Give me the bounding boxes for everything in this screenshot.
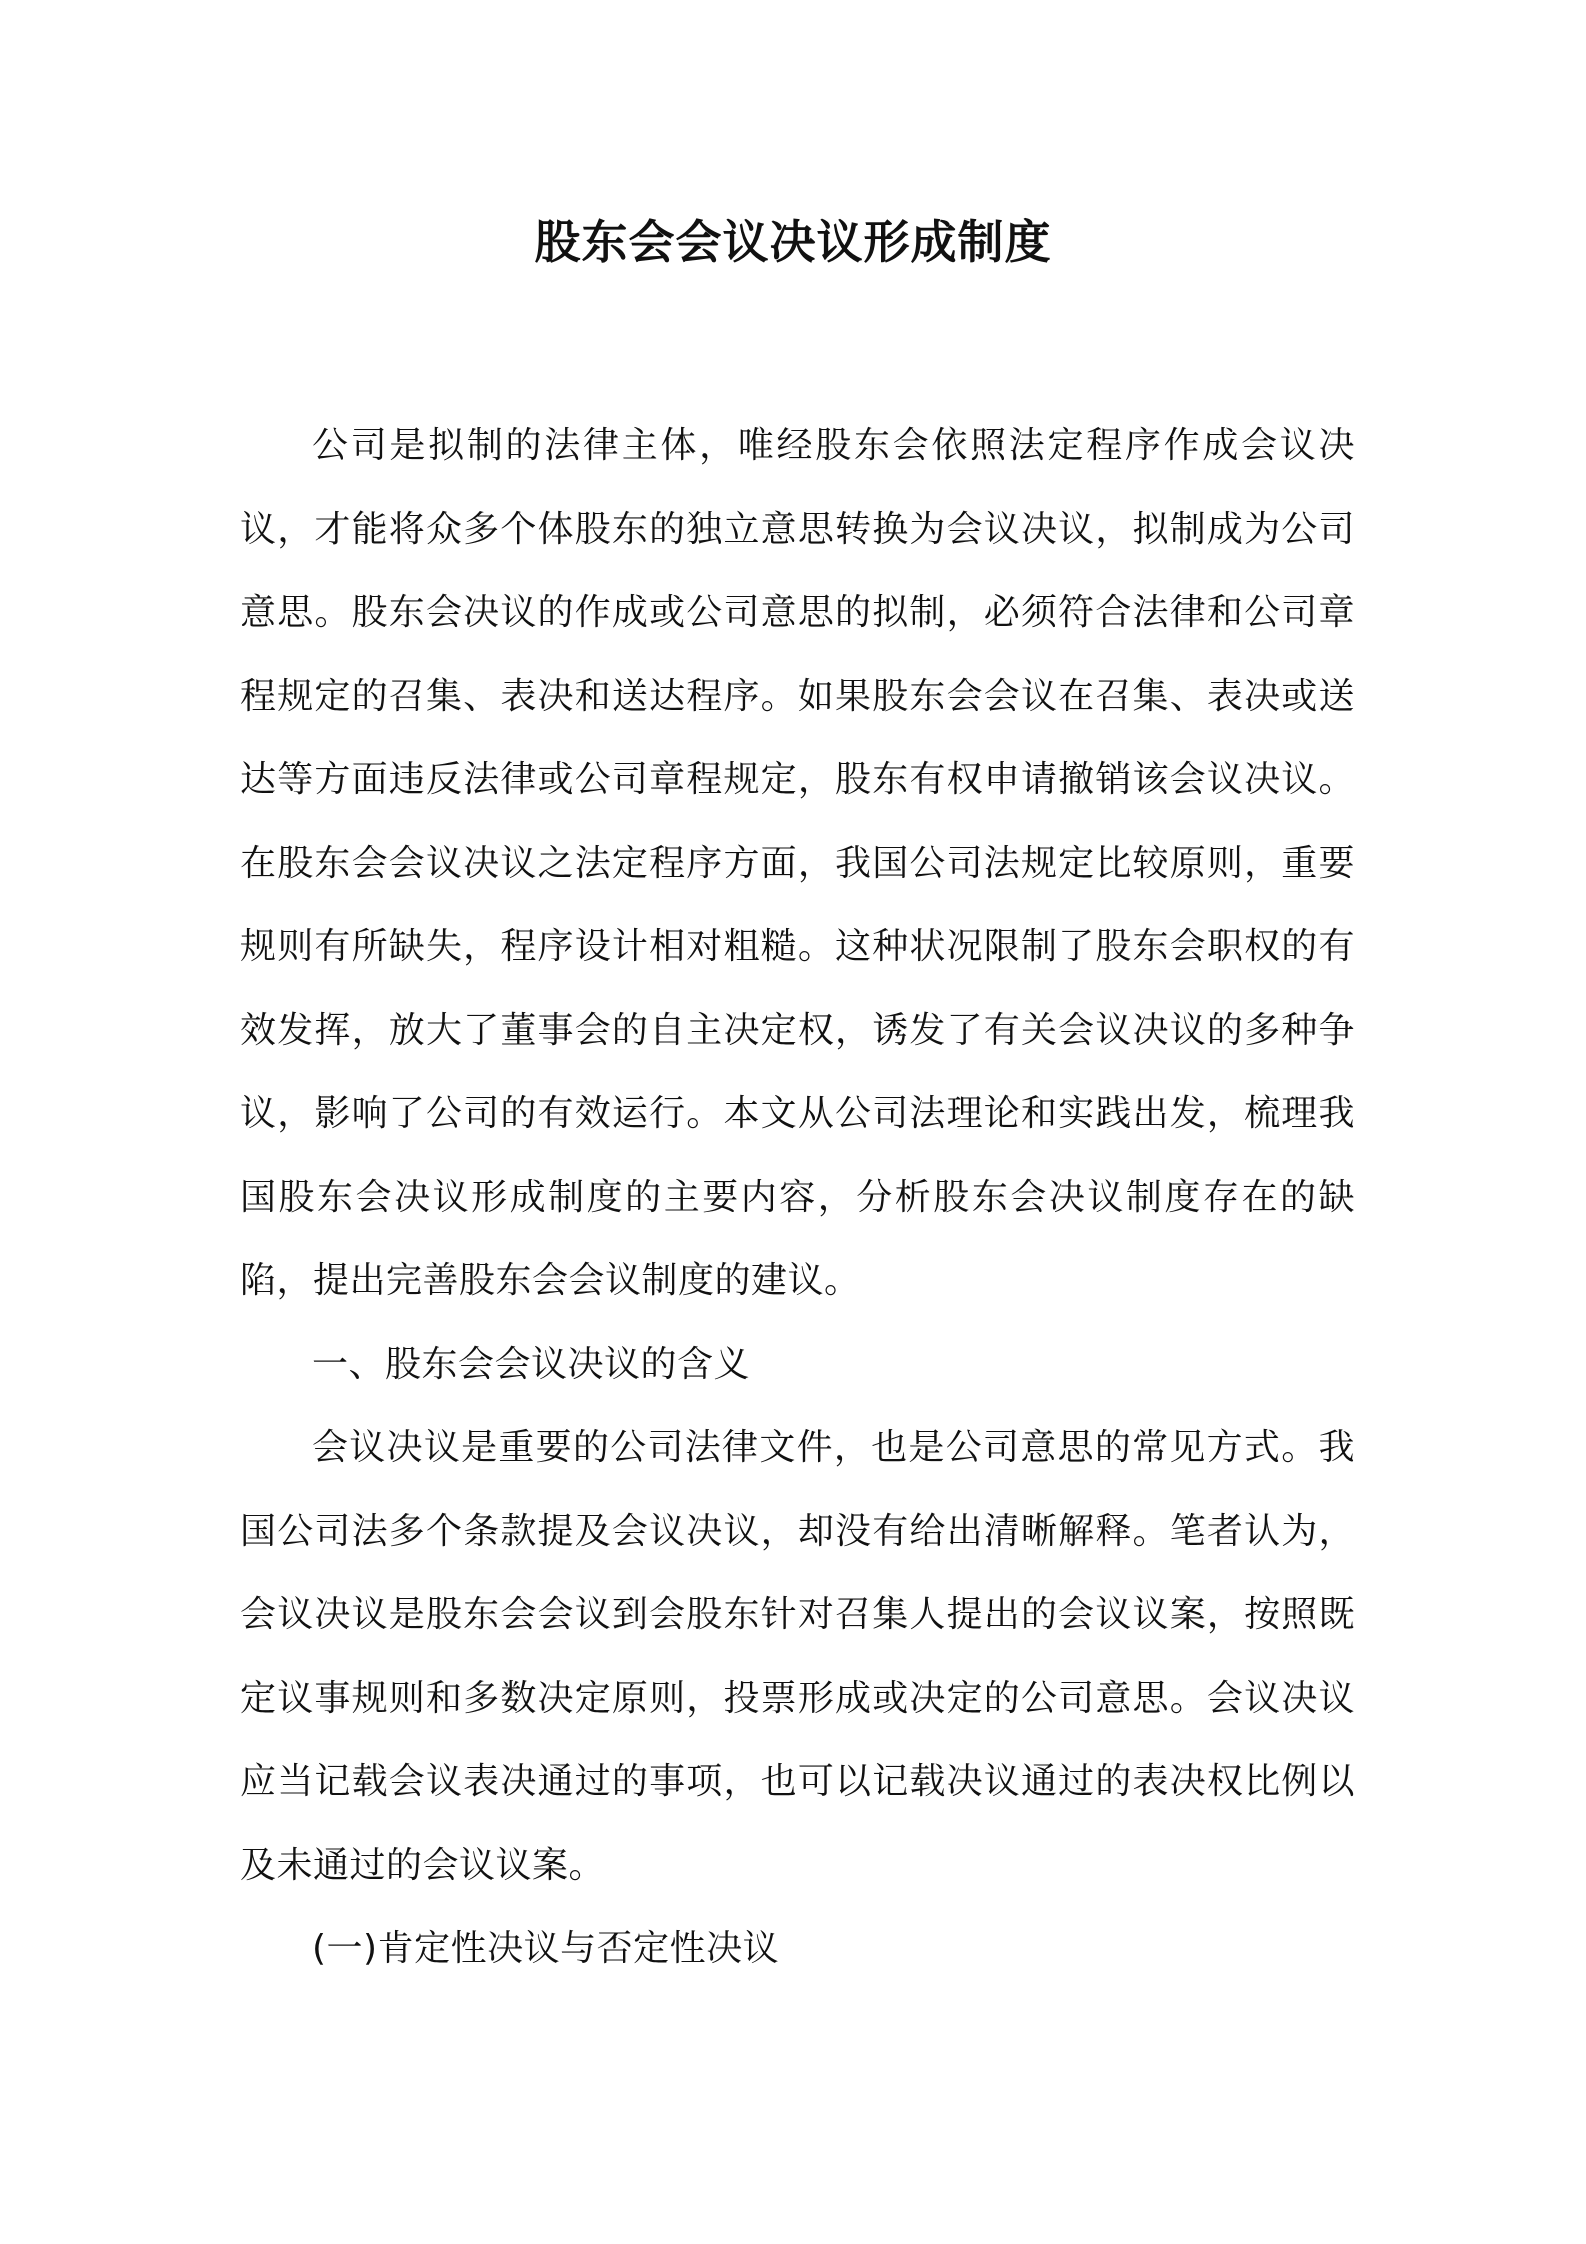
document-title: 股东会会议决议形成制度 (534, 215, 1052, 269)
section-heading: 一、股东会会议决议的含义 (312, 1343, 751, 1385)
section-paragraph: 会议决议是重要的公司法律文件，也是公司意思的常见方式。我国公司法多个条款提及会议决议，却没有给出清晰解释。笔者认为，会议决议是股东会会议到会股东针对召集人提出的会议议案，按照既定议事规则和多数决定原则，投票形成或决定的公司意思。会议决议应当记载会议表决通过的事项，也可以记载决议通过的表决权比例以及未通过的会议议案。 (240, 1427, 1355, 1886)
document-body (240, 404, 1355, 1991)
subsection-heading: (一)肯定性决议与否定性决议 (312, 1928, 780, 1969)
intro-paragraph: 公司是拟制的法律主体，唯经股东会依照法定程序作成会议决议，才能将众多个体股东的独立意思转换为会议决议，拟制成为公司意思。股东会决议的作成或公司意思的拟制，必须符合法律和公司章程规定的召集、表决和送达程序。如果股东会会议在召集、表决或送达等方面违反法律或公司章程规定，股东有权申请撤销该会议决议。在股东会会议决议之法定程序方面，我国公司法规定比较原则，重要规则有所缺失，程序设计相对粗糙。这种状况限制了股东会职权的有效发挥，放大了董事会的自主决定权，诱发了有关会议决议的多种争议，影响了公司的有效运行。本文从公司法理论和实践出发，梳理我国股东会决议形成制度的主要内容，分析股东会决议制度存在的缺陷，提出完善股东会会议制度的建议。 (240, 425, 1355, 1301)
